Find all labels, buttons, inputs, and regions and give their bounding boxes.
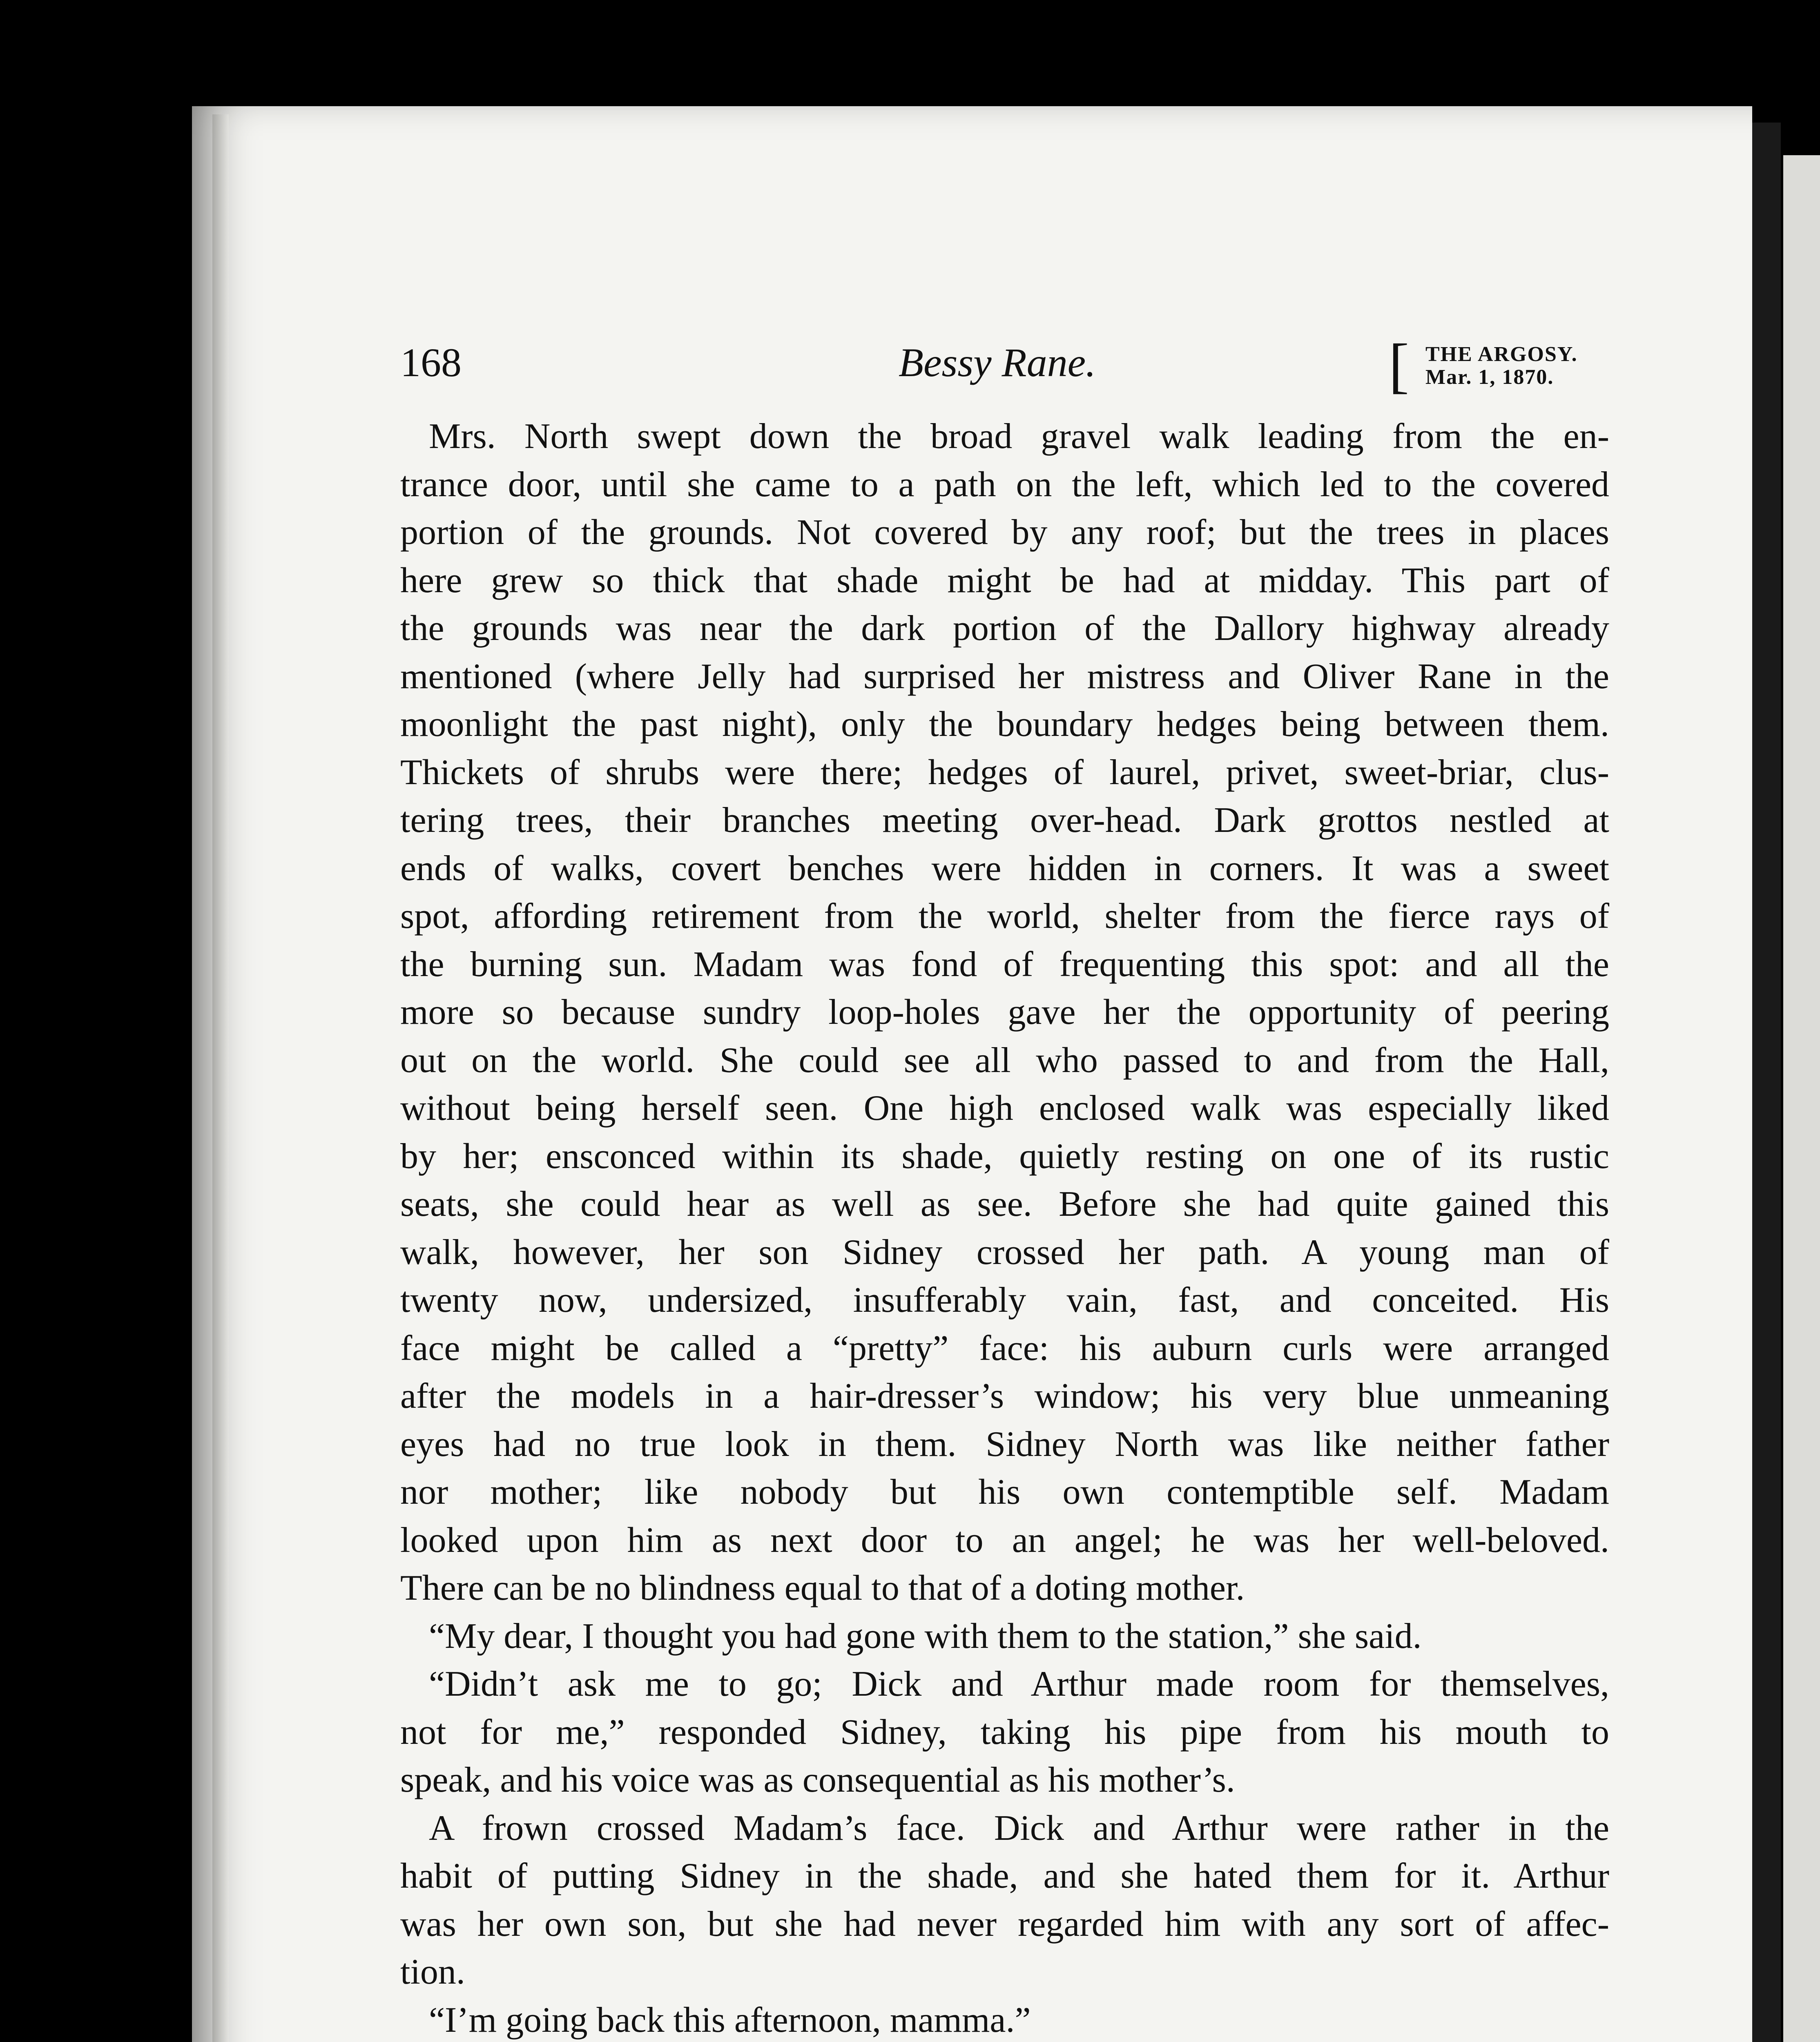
text-line: not for me,” responded Sidney, taking his pipe from his mouth to [400, 1712, 1609, 1752]
text-line: out on the world. She could see all who passed to and from the Hall, [400, 1040, 1609, 1080]
text-line: ends of walks, covert benches were hidden in corners. It was a sweet [400, 848, 1609, 888]
text-line: by her; ensconced within its shade, quietly resting on one of its rustic [400, 1136, 1609, 1176]
text-line: Mrs. North swept down the broad gravel walk leading from the en- [429, 417, 1609, 456]
text-line: the grounds was near the dark portion of the Dallory highway already [400, 609, 1609, 648]
paragraph [400, 1804, 1609, 1996]
text-line: Thickets of shrubs were there; hedges of laurel, privet, sweet-briar, clus- [400, 752, 1609, 792]
text-line: speak, and his voice was as consequential as his mother’s. [400, 1760, 1235, 1800]
body-text [400, 412, 1609, 2042]
text-line: “I’m going back this afternoon, mamma.” [429, 2000, 1031, 2040]
text-line: twenty now, undersized, insufferably vain, fast, and conceited. His [400, 1280, 1609, 1320]
text-line: face might be called a “pretty” face: his auburn curls were arranged [400, 1328, 1609, 1368]
text-line: trance door, until she came to a path on the left, which led to the covered [400, 464, 1609, 504]
text-line: was her own son, but she had never regarded him with any sort of affec- [400, 1904, 1609, 1944]
source-citation [1425, 343, 1578, 389]
text-line: more so because sundry loop-holes gave her the opportunity of peering [400, 992, 1609, 1032]
text-line: looked upon him as next door to an angel; he was her well-beloved. [400, 1520, 1609, 1560]
paragraph [400, 1660, 1609, 1804]
page-number: 168 [400, 340, 462, 385]
text-line: moonlight the past night), only the boundary hedges being between them. [400, 704, 1609, 744]
text-line: tion. [400, 1952, 465, 1992]
source-bracket: [ [1389, 332, 1409, 399]
text-line: spot, affording retirement from the world, shelter from the fierce rays of [400, 896, 1609, 936]
text-line: the burning sun. Madam was fond of frequenting this spot: and all the [400, 944, 1609, 984]
text-line: “Didn’t ask me to go; Dick and Arthur made room for themselves, [429, 1664, 1609, 1704]
text-line: mentioned (where Jelly had surprised her mistress and Oliver Rane in the [400, 656, 1609, 696]
text-line: “My dear, I thought you had gone with them to the station,” she said. [429, 1616, 1422, 1656]
text-line: seats, she could hear as well as see. Before she had quite gained this [400, 1184, 1609, 1224]
text-line: nor mother; like nobody but his own contemptible self. Madam [400, 1472, 1609, 1512]
text-line: tering trees, their branches meeting over-head. Dark grottos nestled at [400, 800, 1609, 840]
text-line: eyes had no true look in them. Sidney North was like neither father [400, 1424, 1609, 1464]
text-line: here grew so thick that shade might be had at midday. This part of [400, 560, 1609, 600]
text-line: after the models in a hair-dresser’s window; his very blue unmeaning [400, 1376, 1609, 1416]
facing-page-edge [1781, 155, 1820, 2042]
book-spine-edge [1752, 123, 1781, 2042]
text-line: habit of putting Sidney in the shade, and she hated them for it. Arthur [400, 1856, 1609, 1896]
running-title: Bessy Rane. [899, 340, 1096, 385]
text-line: There can be no blindness equal to that of a doting mother. [400, 1568, 1245, 1608]
text-line: A frown crossed Madam’s face. Dick and Arthur were rather in the [429, 1808, 1609, 1848]
paragraph [400, 1996, 1609, 2042]
page-gutter-shadow [212, 114, 229, 2042]
paragraph [400, 1612, 1609, 1661]
text-line: portion of the grounds. Not covered by any roof; but the trees in places [400, 513, 1609, 552]
text-line: walk, however, her son Sidney crossed her path. A young man of [400, 1232, 1609, 1272]
text-line: without being herself seen. One high enclosed walk was especially liked [400, 1088, 1609, 1128]
page-header [400, 332, 1601, 400]
paragraph [400, 412, 1609, 1612]
source-date: Mar. 1, 1870. [1425, 366, 1554, 389]
source-publication: THE ARGOSY. [1425, 343, 1578, 366]
